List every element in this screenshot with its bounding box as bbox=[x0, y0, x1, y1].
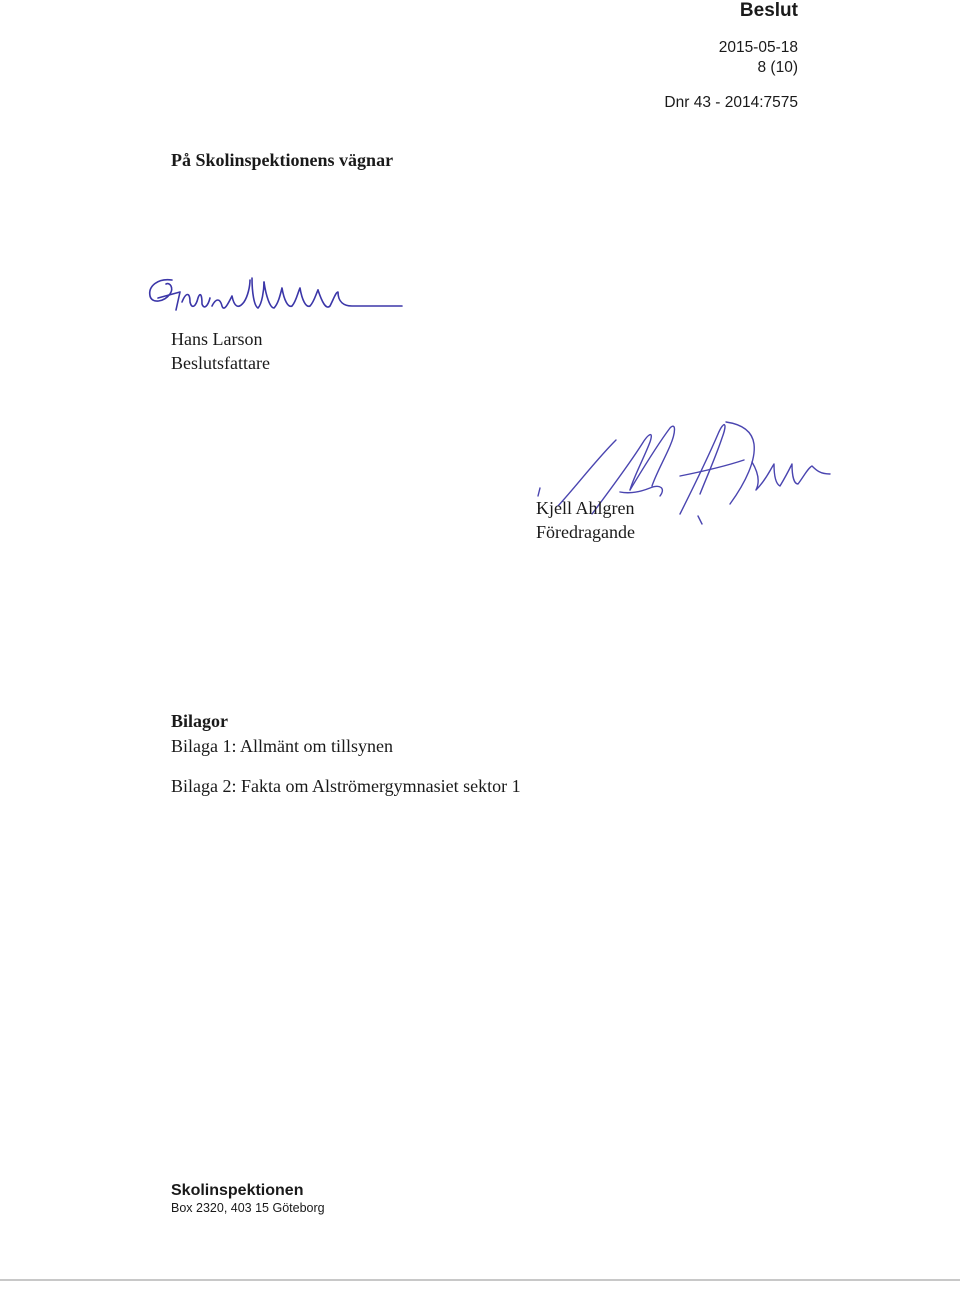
signature-kjell-ahlgren bbox=[530, 410, 835, 540]
attachment-item: Bilaga 2: Fakta om Alströmergymnasiet sektor 1 bbox=[171, 776, 521, 796]
document-type: Beslut bbox=[739, 0, 798, 21]
signer-2-role: Föredragande bbox=[536, 522, 635, 542]
footer-address: Box 2320, 403 15 Göteborg bbox=[171, 1201, 325, 1215]
signature-hans-larson bbox=[140, 262, 410, 338]
document-date: 2015-05-18 bbox=[718, 39, 798, 56]
attachments-heading: Bilagor bbox=[171, 711, 228, 731]
on-behalf-line: På Skolinspektionens vägnar bbox=[171, 150, 394, 170]
signer-1-role: Beslutsfattare bbox=[171, 353, 270, 373]
signer-2-name: Kjell Ahlgren bbox=[536, 498, 635, 518]
footer-organization: Skolinspektionen bbox=[171, 1182, 304, 1199]
bottom-scan-edge bbox=[0, 1279, 960, 1281]
page-number: 8 (10) bbox=[757, 59, 798, 76]
signer-1-name: Hans Larson bbox=[171, 329, 263, 349]
attachment-item: Bilaga 1: Allmänt om tillsynen bbox=[171, 736, 393, 756]
reference-number: Dnr 43 - 2014:7575 bbox=[664, 94, 798, 111]
